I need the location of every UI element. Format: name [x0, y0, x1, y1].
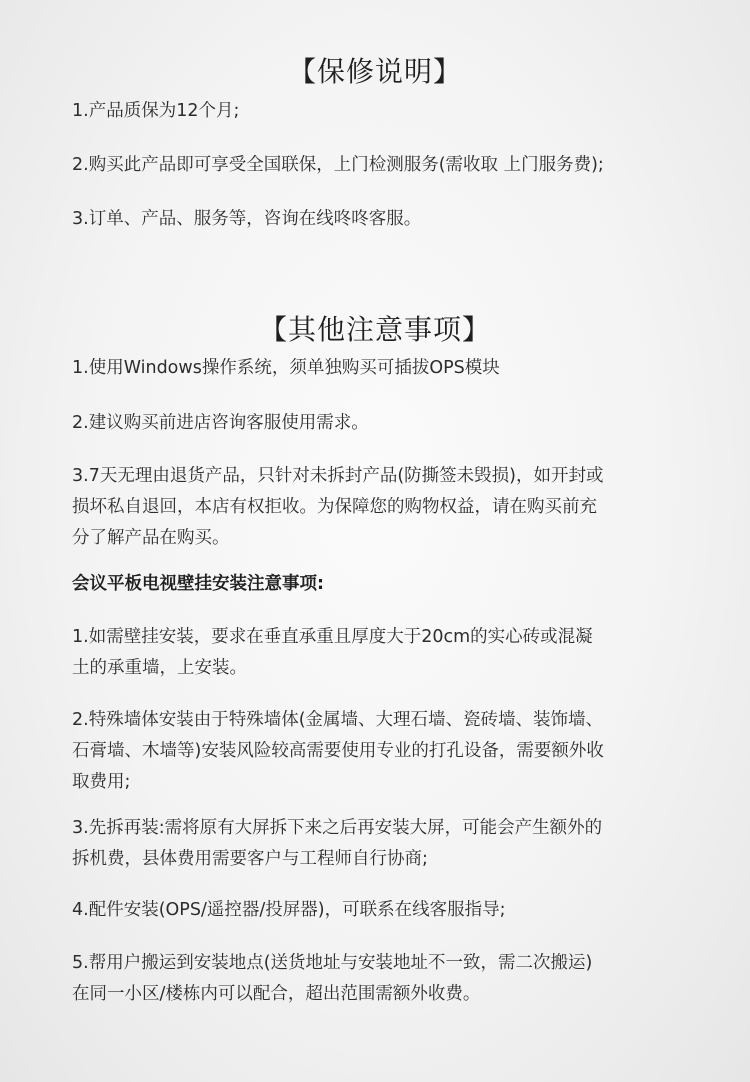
text-line: 分了解产品在购买。: [72, 528, 230, 548]
install-heading: 会议平板电视壁挂安装注意事项:: [72, 574, 324, 594]
text-line: 取费用;: [72, 772, 131, 792]
notes-heading: 【其他注意事项】: [258, 313, 491, 346]
text-line: 1.如需壁挂安装，要求在垂直承重且厚度大于20cm的实心砖或混凝: [72, 627, 593, 647]
notes-return-policy: [72, 461, 692, 554]
install-item-3: [72, 813, 692, 875]
warranty-item-2: 2.购买此产品即可享受全国联保，上门检测服务(需收取 上门服务费);: [72, 155, 604, 175]
text-line: 3.先拆再装:需将原有大屏拆下来之后再安装大屏，可能会产生额外的: [72, 818, 603, 838]
text-line: 损坏私自退回，本店有权拒收。为保障您的购物权益，请在购买前充: [72, 497, 597, 517]
text-line: 5.帮用户搬运到安装地点(送货地址与安装地址不一致，需二次搬运): [72, 953, 593, 973]
text-line: 2.特殊墙体安装由于特殊墙体(金属墙、大理石墙、瓷砖墙、装饰墙、: [72, 710, 604, 730]
text-line: 土的承重墙，上安装。: [72, 658, 247, 678]
notes-item-2: 2.建议购买前进店咨询客服使用需求。: [72, 413, 369, 433]
text-line: 4.配件安装(OPS/遥控器/投屏器)，可联系在线客服指导;: [72, 900, 506, 920]
warranty-heading: 【保修说明】: [287, 55, 462, 88]
text-line: 在同一小区/楼栋内可以配合，超出范围需额外收费。: [72, 984, 481, 1004]
install-item-5: [72, 948, 692, 1010]
text-line: 3.7天无理由退货产品，只针对未拆封产品(防撕签未毁损)，如开封或: [72, 466, 604, 486]
install-item-1: [72, 622, 692, 684]
warranty-item-3: 3.订单、产品、服务等，咨询在线咚咚客服。: [72, 209, 422, 229]
text-line: 拆机费，县体费用需要客户与工程师自行协商;: [72, 849, 428, 869]
text-line: 石膏墙、木墙等)安装风险较高需要使用专业的打孔设备，需要额外收: [72, 741, 604, 761]
warranty-item-1: 1.产品质保为12个月;: [72, 101, 240, 121]
install-item-2: [72, 705, 692, 798]
install-item-4: [72, 895, 692, 926]
notes-item-1: 1.使用Windows操作系统，须单独购买可插拔OPS模块: [72, 358, 500, 378]
